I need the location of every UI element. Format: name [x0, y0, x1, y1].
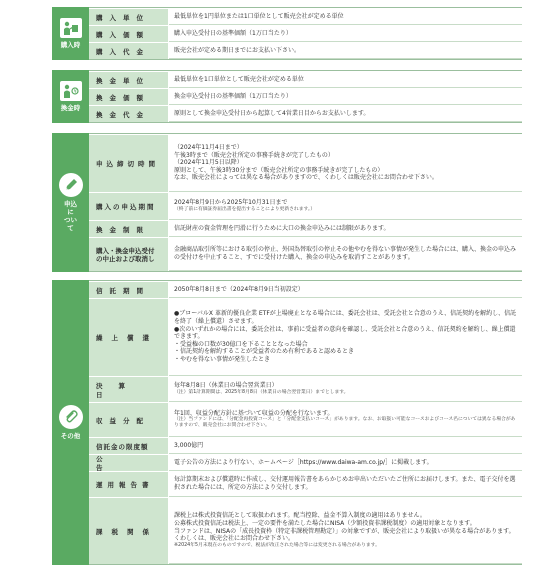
early-redemption-value	[169, 299, 522, 376]
purchase-unit-row	[89, 8, 522, 25]
notice-row	[89, 454, 522, 471]
cancel-key	[89, 238, 169, 271]
period-note: （終了前に有価証券届出書を提出することにより更新されます。）	[174, 206, 316, 212]
limit-value: 信託財産の資金管理を円滑に行うために大口の換金申込みには制限があります。	[169, 221, 522, 237]
distribution-row	[89, 402, 522, 437]
purchase-side-label: 購入時	[60, 41, 81, 49]
limit-row	[89, 220, 522, 237]
cancel-key-line: 購入・換金申込受付	[96, 246, 155, 255]
redemption-side-label: 換金時	[60, 104, 81, 112]
deadline-line: （2024年11月4日まで）	[174, 144, 243, 152]
term-key: 信託期間	[89, 282, 169, 298]
tax-line: 当ファンドは、NISAの「成長投資枠（特定非課税管理勘定）」の対象ですが、販売会社により取扱いが異なる場合があります。くわしくは、販売会社にお問合わせ下さい。	[174, 527, 515, 543]
distribution-note: （注）当ファンドには、「分配金再投資コース」と「分配金支払いコース」があります。なお、お取扱い可能なコースおよびコース名については異なる場合がありますので、販売会社にお問合わせ下さい。	[174, 417, 516, 429]
application-side	[52, 133, 89, 272]
limit-key: 換金制限	[89, 221, 169, 237]
closing-note: （注）第1計算期間は、2025年8月8日（休業日の場合翌営業日）までとします。	[174, 389, 349, 395]
cancel-row	[89, 237, 522, 271]
notice-value: 電子公告の方法により行ない、ホームページ［https://www.daiwa-am.co.jp/］に掲載します。	[169, 455, 522, 471]
redemption-unit-value: 最低単位を1口単位として販売会社が定める単位	[169, 72, 522, 88]
notice-key: 公告	[89, 455, 169, 471]
distribution-key: 収益分配	[89, 403, 169, 437]
early-line: ・信託契約を解約することが受益者のため有利であると認めるとき	[174, 348, 355, 356]
pen-icon	[59, 173, 83, 197]
tax-key: 課税関係	[89, 498, 169, 564]
other-side-label: その他	[60, 432, 81, 440]
closing-row	[89, 376, 522, 402]
svg-text:¥: ¥	[73, 89, 77, 95]
tax-line: 課税上は株式投資信託として取扱われます。配当控除、益金不算入制度の適用はありません。	[174, 512, 426, 520]
cap-key: 信託金の限度額	[89, 438, 169, 454]
redemption-price-row	[89, 88, 522, 105]
closing-value	[169, 377, 522, 402]
purchase-price-value: 購入申込受付日の基準価額（1万口当たり）	[169, 26, 522, 42]
purchase-icon	[60, 18, 82, 38]
early-line: ●次のいずれかの場合には、委託会社は、事前に受益者の意向を確認し、受託会社と合意のうえ、信託契約を解約し、繰上償還できます。	[174, 325, 516, 341]
early-line: ・やむを得ない事情が発生したとき	[174, 355, 271, 363]
redemption-price-key: 換金価額	[89, 89, 169, 105]
report-value: 毎計算期末および償還時に作成し、交付運用報告書をあらかじめお申出いただいたご住所にお届けします。また、電子交付を選択された場合には、所定の方法により交付します。	[169, 472, 522, 497]
deadline-line: 午後3時まで（販売会社所定の事務手続きが完了したもの）	[174, 151, 334, 159]
distribution-text: 年1回、収益分配方針に基づいて収益の分配を行ないます。	[174, 409, 334, 417]
redemption-payment-row	[89, 105, 522, 122]
exchange-icon	[60, 81, 82, 101]
period-key: 購入の申込期間	[89, 193, 169, 220]
paperclip-icon	[59, 405, 83, 429]
deadline-line: 原則として、午後3時30分まで（販売会社所定の事務手続きが完了したもの）	[174, 166, 384, 174]
purchase-payment-value: 販売会社が定める期日までにお支払い下さい。	[169, 43, 522, 59]
purchase-unit-value: 最低単位を1円単位または1口単位として販売会社が定める単位	[169, 9, 522, 25]
tax-note: ※2024年5月末現在のものですので、税法が改正された場合等には変更される場合があります。	[174, 542, 380, 548]
redemption-side	[52, 70, 89, 123]
period-text: 2024年8月9日から2025年10月31日まで	[174, 199, 288, 207]
term-value: 2050年8月8日まで（2024年8月9日当初設定）	[169, 282, 522, 298]
early-line: ●ブローバルX 革新的優良企業 ETFが上場廃止となる場合には、委託会社は、受託会社と合意のうえ、信託契約を解約し、信託を終了（繰上償還）させます。	[174, 310, 517, 326]
purchase-payment-row	[89, 42, 522, 59]
early-redemption-key: 繰上償還	[89, 299, 169, 376]
deadline-value	[169, 135, 522, 192]
deadline-key: 申込締切時間	[89, 135, 169, 192]
purchase-unit-key: 購入単位	[89, 9, 169, 25]
tax-line: 公募株式投資信託は税法上、一定の要件を満たした場合にNISA（少額投資非課税制度）の適用対象となります。	[174, 519, 476, 527]
distribution-value	[169, 403, 522, 437]
other-side	[52, 280, 89, 565]
cancel-key-line: の中止および取消し	[96, 254, 155, 263]
tax-row	[89, 497, 522, 564]
term-row	[89, 281, 522, 298]
cap-row	[89, 437, 522, 454]
period-value	[169, 193, 522, 220]
closing-key: 決算日	[89, 377, 169, 402]
application-side-label: 申込に ついて	[64, 200, 77, 232]
closing-text: 毎年8月8日（休業日の場合翌営業日）	[174, 382, 278, 390]
deadline-line: なお、販売会社によっては異なる場合がありますので、くわしくは販売会社にお問合わせ下さい。	[174, 174, 438, 182]
report-key: 運用報告書	[89, 472, 169, 497]
redemption-payment-value: 原則として換金申込受付日から起算して4営業日目からお支払いします。	[169, 106, 522, 122]
redemption-unit-key: 換金単位	[89, 72, 169, 88]
early-line: ・受益権の口数が30億口を下ることとなった場合	[174, 340, 308, 348]
deadline-row	[89, 134, 522, 192]
report-row	[89, 471, 522, 497]
early-redemption-row	[89, 298, 522, 376]
period-row	[89, 192, 522, 220]
redemption-price-value: 換金申込受付日の基準価額（1万口当たり）	[169, 89, 522, 105]
tax-value	[169, 498, 522, 564]
cap-value: 3,000億円	[169, 438, 522, 454]
purchase-price-row	[89, 25, 522, 42]
purchase-price-key: 購入価額	[89, 26, 169, 42]
cancel-value: 金融商品取引所等における取引の停止、外国為替取引の停止その他やむを得ない事情が発生した場合には、購入、換金の申込みの受付けを中止すること、すでに受付けた購入、換金の申込みを取消すことがあります。	[169, 238, 522, 271]
purchase-payment-key: 購入代金	[89, 43, 169, 59]
redemption-payment-key: 換金代金	[89, 106, 169, 122]
deadline-line: （2024年11月5日以降）	[174, 159, 243, 167]
purchase-side	[52, 7, 89, 60]
redemption-unit-row	[89, 71, 522, 88]
